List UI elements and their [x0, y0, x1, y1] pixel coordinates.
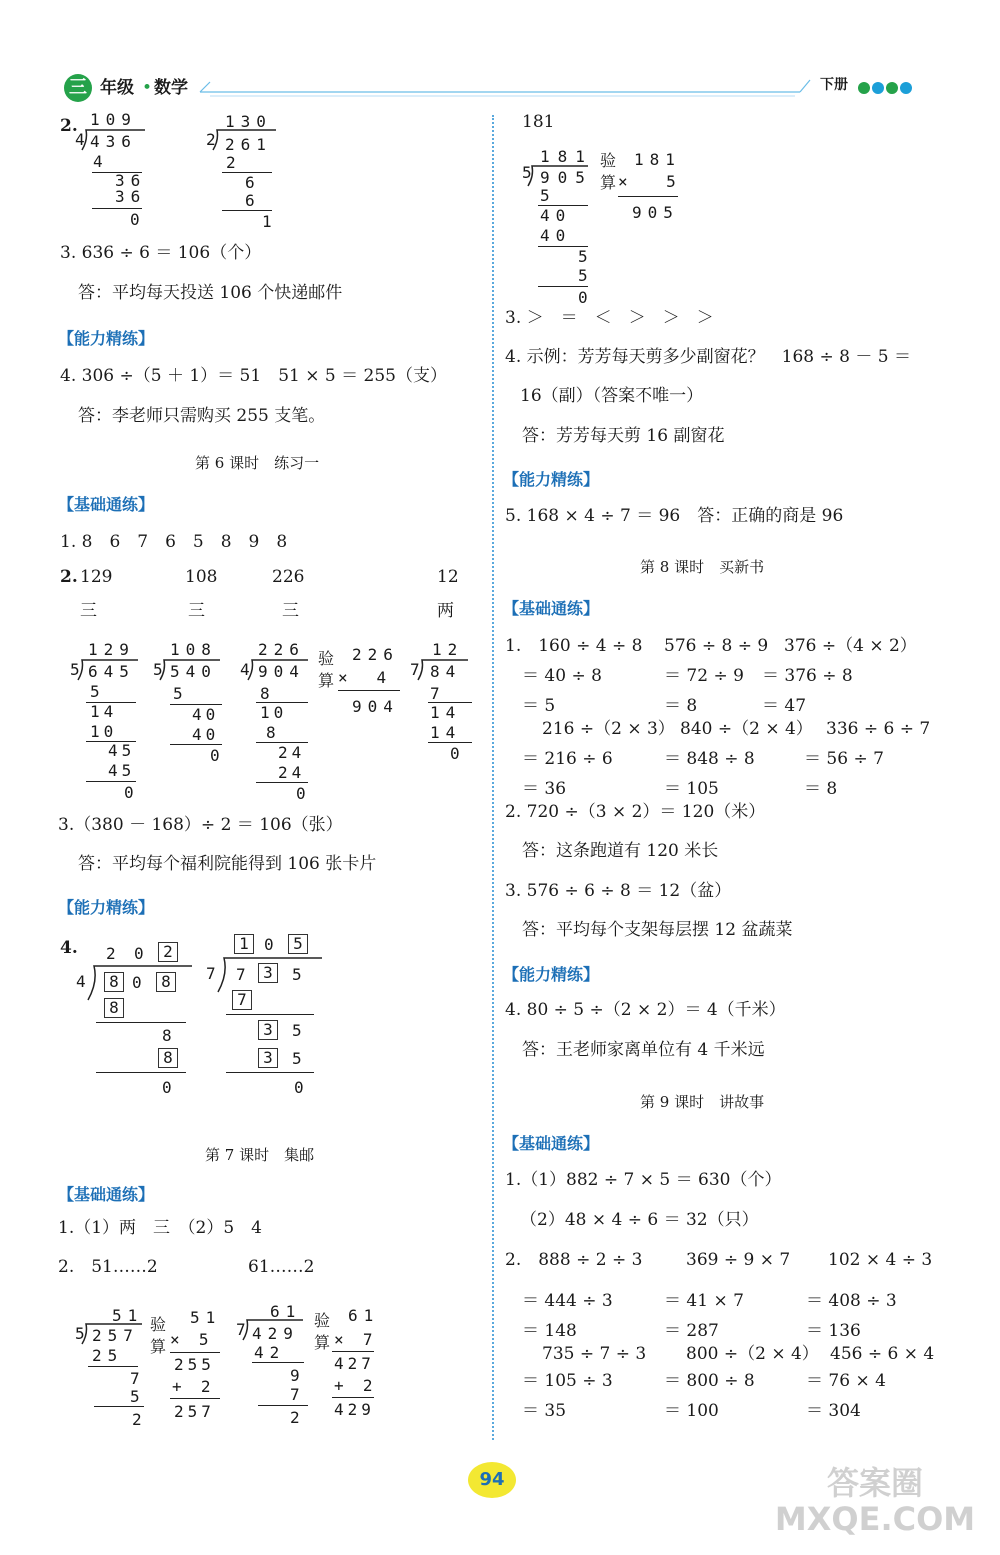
l9-q1b: （2）48 × 4 ÷ 6 ＝ 32（只）	[520, 1210, 759, 1230]
header-dot: •	[142, 78, 153, 98]
q3-answer: 答：平均每天投送 106 个快递邮件	[78, 283, 343, 303]
r-q5: 5. 168 × 4 ÷ 7 ＝ 96 答：正确的商是 96	[505, 506, 844, 526]
l6-q2-digit-3: 三	[282, 601, 299, 621]
r-q4-answer: 答：芳芳每天剪 16 副窗花	[522, 426, 725, 446]
section-basic-9: 【基础通练】	[503, 1134, 600, 1153]
l9-q1a: 1.（1）882 ÷ 7 × 5 ＝ 630（个）	[505, 1170, 782, 1190]
header-decoration	[60, 72, 920, 106]
l8-q4: 4. 80 ÷ 5 ÷（2 × 2）＝ 4（千米）	[505, 1000, 786, 1020]
watermark: 答案圈 MXQE.COM	[774, 1464, 976, 1538]
volume-dots	[858, 79, 912, 99]
page-number-badge	[468, 1462, 516, 1498]
section-basic-7: 【基础通练】	[58, 1185, 155, 1204]
volume-label: 下册	[820, 77, 848, 93]
l6-q1: 1. 8 6 7 6 5 8 9 8	[60, 532, 288, 552]
page-header	[60, 72, 920, 106]
r-q4-line1: 4. 示例：芳芳每天剪多少副窗花？ 168 ÷ 8 － 5 ＝	[505, 347, 911, 367]
l6-q2-digit-1: 三	[80, 601, 97, 621]
section-ability-8: 【能力精练】	[503, 965, 600, 984]
l8-q4-answer: 答：王老师家离单位有 4 千米远	[522, 1040, 765, 1060]
l6-q2-val-1: 129	[80, 567, 113, 587]
l8-q3: 3. 576 ÷ 6 ÷ 8 ＝ 12（盆）	[505, 881, 732, 901]
l6-q2-digit-2: 三	[188, 601, 205, 621]
l8-q3-answer: 答：平均每个支架每层摆 12 盆蔬菜	[522, 920, 793, 940]
page-number: 94	[479, 1469, 505, 1490]
r-q3-compare: 3. ＞ ＝ ＜ ＞ ＞ ＞	[505, 308, 714, 328]
l8-q2-answer: 答：这条跑道有 120 米长	[522, 841, 719, 861]
r-section-ability: 【能力精练】	[503, 470, 600, 489]
grade-badge: 三	[64, 74, 92, 102]
fill-division-a: 2 0 2 4 8 0 8 8 8 8 0	[70, 940, 190, 1100]
l6-q2-val-4: 12	[437, 567, 459, 587]
l8-q2: 2. 720 ÷（3 × 2）＝ 120（米）	[505, 802, 766, 822]
r-q4-line2: 16（副）（答案不唯一）	[520, 386, 704, 406]
r-top-val: 181	[522, 112, 555, 132]
l6-q2-val-3: 226	[272, 567, 305, 587]
l6-q2-label: 2.	[60, 567, 78, 587]
lesson-7-title: 第 7 课时 集邮	[205, 1146, 315, 1164]
q4-equation: 4. 306 ÷（5 ＋ 1）＝ 51 51 × 5 ＝ 255（支）	[60, 366, 447, 386]
l6-q3-answer: 答：平均每个福利院能得到 106 张卡片	[78, 854, 377, 874]
section-basic-8: 【基础通练】	[503, 599, 600, 618]
section-ability-6: 【能力精练】	[58, 898, 155, 917]
l7-q2: 2. 51……2	[58, 1257, 158, 1277]
section-ability-1: 【能力精练】	[58, 329, 155, 348]
l6-q3-equation: 3.（380 － 168）÷ 2 ＝ 106（张）	[58, 815, 343, 835]
lesson-9-title: 第 9 课时 讲故事	[640, 1093, 765, 1111]
subject-label: 数学	[154, 78, 188, 98]
q3-equation: 3. 636 ÷ 6 ＝ 106（个）	[60, 243, 262, 263]
q4-answer: 答：李老师只需购买 255 支笔。	[78, 406, 326, 426]
l7-q1: 1.（1）两 三 （2）5 4	[58, 1218, 262, 1238]
lesson-6-title: 第 6 课时 练习一	[195, 454, 320, 472]
grade-label: 年级	[100, 78, 134, 98]
column-divider	[492, 115, 494, 1440]
q2-label: 2.	[60, 116, 78, 136]
fill-division-b: 1 0 5 7 7 3 5 7 3 5 3 5 0	[200, 930, 320, 1100]
lesson-8-title: 第 8 课时 买新书	[640, 558, 765, 576]
l7-q2b: 61……2	[248, 1257, 315, 1277]
l6-q2-val-2: 108	[185, 567, 218, 587]
l6-q4-label: 4.	[60, 938, 78, 958]
l6-q2-digit-4: 两	[437, 601, 454, 621]
section-basic-6: 【基础通练】	[58, 495, 155, 514]
